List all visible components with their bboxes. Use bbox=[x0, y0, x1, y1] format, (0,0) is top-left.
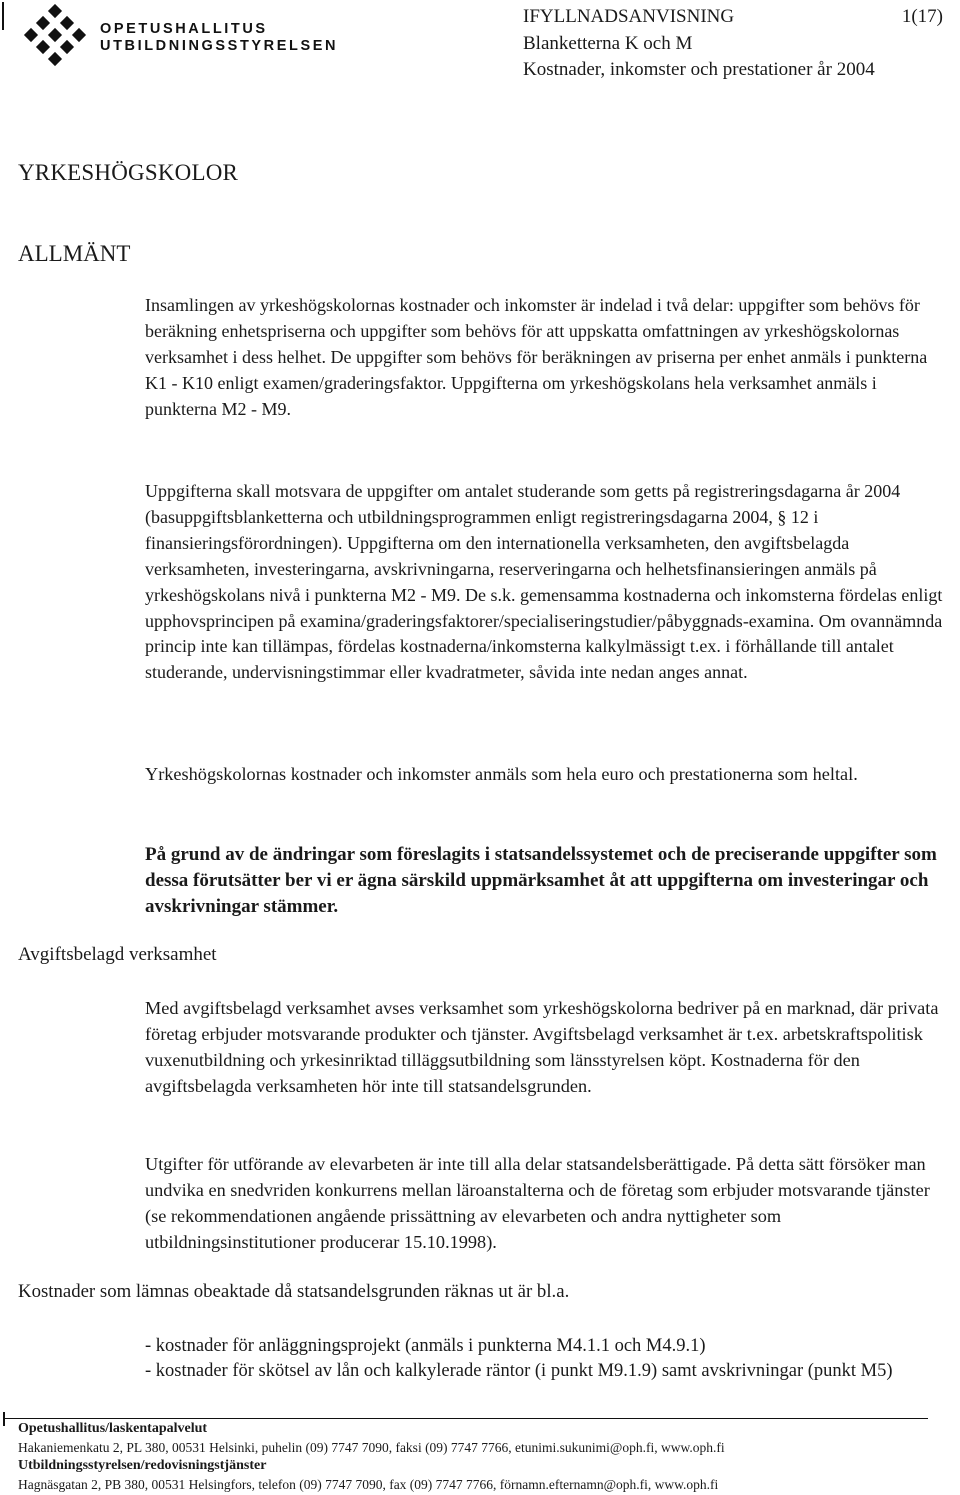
section-title: YRKESHÖGSKOLOR bbox=[18, 160, 239, 185]
list-item: - kostnader för anläggningsprojekt (anmäls i punkterna M4.1.1 och M4.9.1) bbox=[145, 1336, 706, 1356]
footer-address-fi: Hakaniemenkatu 2, PL 380, 00531 Helsinki, puhelin (09) 7747 7090, faksi (09) 7747 7766, etunimi.sukunimi@oph.fi, www.oph.fi bbox=[18, 1439, 725, 1455]
doc-subject: Kostnader, inkomster och prestationer år 2004 bbox=[523, 59, 875, 80]
paragraph-units: Yrkeshögskolornas kostnader och inkomster anmäls som hela euro och prestationerna som heltal. bbox=[145, 764, 858, 784]
footer-org-fi: Opetushallitus/laskentapalvelut bbox=[18, 1421, 208, 1436]
org-name-fi: OPETUSHALLITUS bbox=[100, 21, 268, 37]
organization-name bbox=[100, 21, 338, 55]
paragraph-intro: Insamlingen av yrkeshögskolornas kostnader och inkomster är indelad i två delar: uppgifter som behövs för beräkning enhetspriserna och uppgifter som behövs för att uppskatta omfattningen av yrkeshögskolornas verksamhet i dess helhet. De uppgifter som behövs för beräkningen av priserna per enhet anmäls i punkterna K1 - K10 enligt examen/graderingsfaktor. Uppgifterna om yrkeshögskolans hela verksamhet anmäls i punkterna M2 - M9. bbox=[145, 295, 928, 419]
org-name-sv: UTBILDNINGSSTYRELSEN bbox=[100, 38, 339, 54]
paragraph-data-basis: Uppgifterna skall motsvara de uppgifter om antalet studerande som getts på registreringsdagarna år 2004 (basuppgiftsblanketterna och utbildningsprogrammen enligt registreringsdagarna 2004, § 12 i finansieringsförordningen). Uppgifterna om den internationella verksamheten, den avgiftsbelagda verksamheten, investeringarna, avskrivningarna, reserveringarna och helhetsfinansieringen anmäls på yrkeshögskolans nivå i punkterna M2 - M9. De s.k. gemensamma kostnaderna och inkomsterna fördelas enligt upphovsprincipen på examina/graderingsfaktorer/specialiseringstudier/påbyggnads-examina. Om ovannämnda princip inte kan tillämpas, fördelas kostnaderna/inkomsterna kalkylmässigt t.ex. i förhållande till antalet studerande, undervisningstimmar eller kvadratmeter, såvida inte nedan anges annat. bbox=[145, 481, 943, 683]
excluded-costs-list bbox=[145, 1334, 945, 1384]
footer bbox=[18, 1420, 948, 1494]
subsection-title-fee-based: Avgiftsbelagd verksamhet bbox=[18, 944, 217, 965]
margin-mark bbox=[2, 2, 4, 30]
footer-divider bbox=[3, 1418, 928, 1419]
subsection-title-general: ALLMÄNT bbox=[18, 241, 131, 266]
list-item: - kostnader för skötsel av lån och kalkylerade räntor (i punkt M9.1.9) samt avskrivningar (punkt M5) bbox=[145, 1361, 893, 1381]
footer-address-sv: Hagnäsgatan 2, PB 380, 00531 Helsingfors, telefon (09) 7747 7090, fax (09) 7747 7766, förnamn.efternamn@oph.fi, www.oph.fi bbox=[18, 1476, 719, 1492]
paragraph-notice: På grund av de ändringar som föreslagits i statsandelssystemet och de preciserande uppgifter som dessa förutsätter ber vi er ägna särskild uppmärksamhet åt att uppgifterna om investeringar och avskrivningar stämmer. bbox=[145, 844, 937, 917]
footer-org-sv: Utbildningsstyrelsen/redovisningstjänster bbox=[18, 1458, 267, 1473]
doc-forms: Blanketterna K och M bbox=[523, 32, 693, 54]
footer-margin-mark bbox=[3, 1412, 5, 1426]
document-header bbox=[523, 4, 943, 84]
oph-logo bbox=[20, 4, 90, 74]
paragraph-fee-based: Med avgiftsbelagd verksamhet avses verksamhet som yrkeshögskolorna bedriver på en marknad, där privata företag erbjuder motsvarande produkter och tjänster. Avgiftsbelagd verksamhet är t.ex. arbetskraftspolitisk vuxenutbildning och yrkesinriktad tilläggsutbildning som länsstyrelsen köpt. Kostnaderna för den avgiftsbelagda verksamheten hör inte till statsandelsgrunden. bbox=[145, 998, 939, 1096]
paragraph-student-work: Utgifter för utförande av elevarbeten är inte till alla delar statsandelsberättigade. På detta sätt försöker man undvika en snedvriden konkurrens mellan läroanstalterna och de företag som erbjuder motsvarande tjänster (se rekommendationen angående prissättning av elevarbeten och andra nyttigheter som utbildningsinstitutioner producerar 15.10.1998). bbox=[145, 1154, 930, 1252]
paragraph-excluded-costs: Kostnader som lämnas obeaktade då statsandelsgrunden räknas ut är bl.a. bbox=[18, 1281, 570, 1302]
doc-type: IFYLLNADSANVISNING bbox=[523, 6, 735, 27]
page-number: 1(17) bbox=[901, 6, 943, 27]
